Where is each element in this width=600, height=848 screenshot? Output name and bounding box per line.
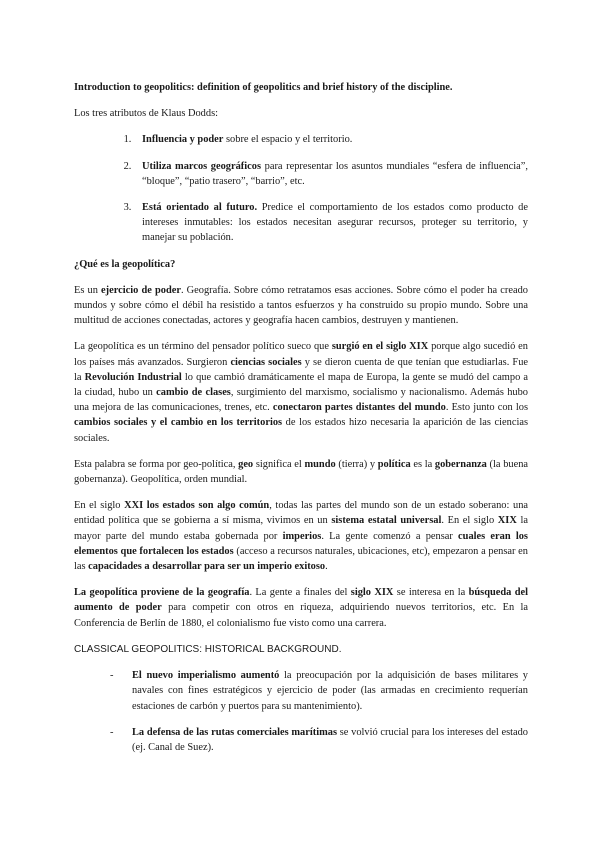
list-item: 1. Influencia y poder sobre el espacio y el territorio.: [134, 132, 528, 147]
paragraph-geography: La geopolítica proviene de la geografía. La gente a finales del siglo XIX se interesa en la búsqueda del aumento de poder para competir con otros en riqueza, adquiriendo nuevos territorios, etc. En la Conferencia de Berlín de 1880, el colonialismo fue visto como una carrera.: [74, 587, 528, 629]
list-item: 3. Está orientado al futuro. Predice el comportamiento de los estados como producto de intereses inmutables: los estados necesitan asegurar recursos, proteger su territorio, y manejar su población.: [134, 200, 528, 246]
dodds-heading: Los tres atributos de Klaus Dodds:: [74, 108, 219, 120]
list-item: - El nuevo imperialismo aumentó la preocupación por la adquisición de bases militares y navales con fines estratégicos y ejercicio de poder (las armadas en crecimiento requerían estaciones de carbón y puertos para su mantenimiento).: [110, 668, 528, 714]
classical-heading: CLASSICAL GEOPOLITICS: HISTORICAL BACKGROUND.: [74, 643, 342, 655]
section-heading-question: ¿Qué es la geopolítica?: [74, 258, 176, 270]
list-item: 2. Utiliza marcos geográficos para representar los asuntos mundiales “esfera de influencia”, “bloque”, “patio trasero”, “barrio”, etc.: [134, 159, 528, 189]
dodds-attributes-list: [74, 132, 528, 245]
classical-bullets-list: [74, 668, 528, 755]
paragraph-etymology: Esta palabra se forma por geo-política, geo significa el mundo (tierra) y política es la gobernanza (la buena gobernanza). Geopolítica, orden mundial.: [74, 458, 528, 486]
paragraph-states: En el siglo XXI los estados son algo común, todas las partes del mundo son de un estado soberano: una entidad política que se gobierna a sí misma, vivimos en un sistema estatal universal. En el siglo XIX la mayor parte del mundo estaba gobernada por imperios. La gente comenzó a pensar cuales eran los elementos que fortalecen los estados (acceso a recursos naturales, ubicaciones, etc), empezaron a pensar en las capacidades a desarrollar para ser un imperio exitoso.: [74, 500, 529, 573]
document-title: Introduction to geopolitics: definition of geopolitics and brief history of the discipline.: [74, 82, 453, 93]
paragraph-origin: La geopolítica es un término del pensador político sueco que surgió en el siglo XIX porque algo sucedió en los países más avanzados. Surgieron ciencias sociales y se dieron cuenta de que tenían que estudiarlas. Fue la Revolución Industrial lo que cambió dramáticamente el mapa de Europa, la gente se mudó del campo a la ciudad, hubo un cambio de clases, surgimiento del marxismo, socialismo y nacionalismo. Además hubo una mejora de las comunicaciones, trenes, etc. conectaron partes distantes del mundo. Esto junto con los cambios sociales y el cambio en los territorios de los estados hizo necesaria la aparición de las ciencias sociales.: [74, 341, 529, 444]
paragraph-definition: Es un ejercicio de poder. Geografía. Sobre cómo retratamos esas acciones. Sobre cómo el poder ha creado mundos y sobre cómo el débil ha resistido a tantos esfuerzos y ha construido su propio mundo. Sobre una multitud de acciones conectadas, actores y geografía hacen cambios, destruyen y mantienen.: [74, 284, 528, 327]
list-item: - La defensa de las rutas comerciales marítimas se volvió crucial para los intereses del estado (ej. Canal de Suez).: [110, 725, 528, 755]
